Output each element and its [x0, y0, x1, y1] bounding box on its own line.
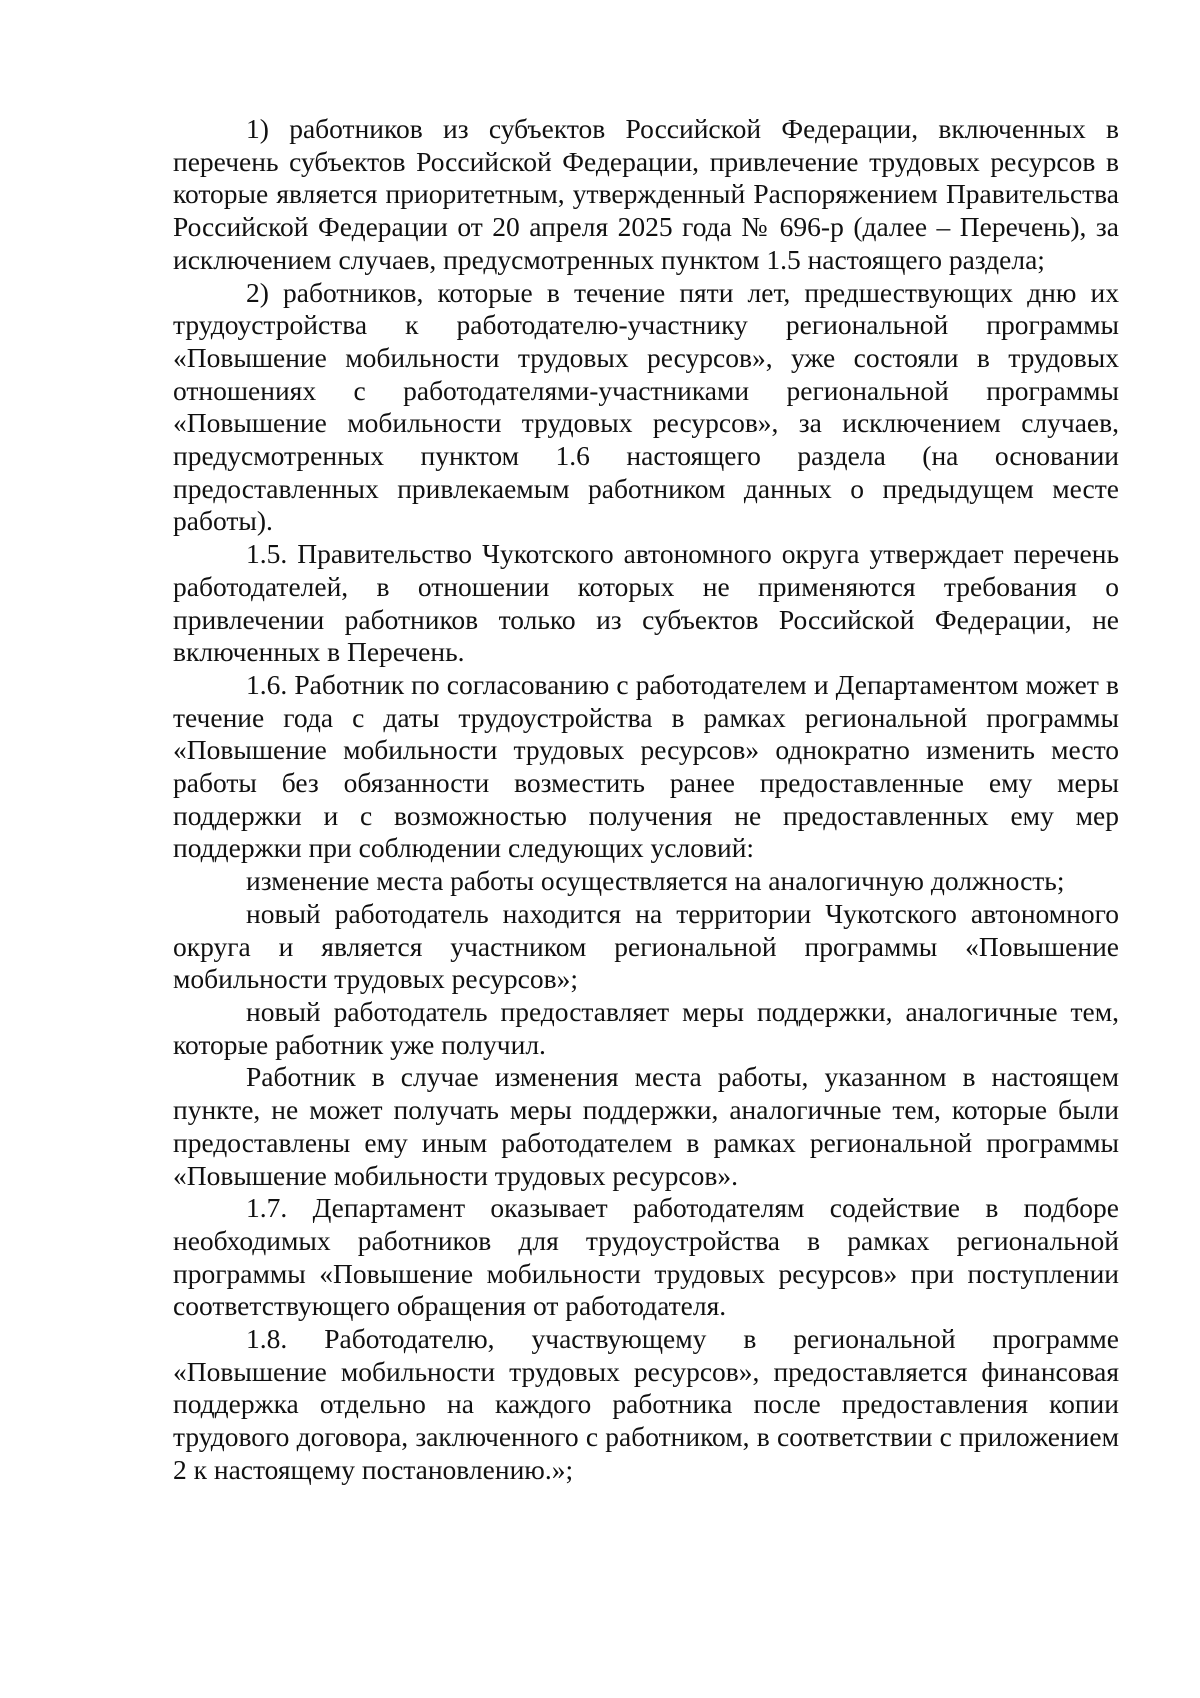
paragraph-1-8: 1.8. Работодателю, участвующему в региональной программе «Повышение мобильности трудовых ресурсов», предоставляется финансовая поддержка отдельно на каждого работника после предоставления копии трудового договора, заключенного с работником, в соответствии с приложением 2 к настоящему постановлению.»;	[173, 1323, 1119, 1485]
paragraph-1-5: 1.5. Правительство Чукотского автономного округа утверждает перечень работодателей, в отношении которых не применяются требования о привлечении работников только из субъектов Российской Федерации, не включенных в Перечень.	[173, 538, 1119, 668]
paragraph-item-2-previous-employment: 2) работников, которые в течение пяти лет, предшествующих дню их трудоустройства к работодателю-участнику региональной программы «Повышение мобильности трудовых ресурсов», уже состояли в трудовых отношениях с работодателями-участниками региональной программы «Повышение мобильности трудовых ресурсов», за исключением случаев, предусмотренных пунктом 1.6 настоящего раздела (на основании предоставленных привлекаемым работником данных о предыдущем месте работы).	[173, 276, 1119, 537]
paragraph-1-6: 1.6. Работник по согласованию с работодателем и Департаментом может в течение года с даты трудоустройства в рамках региональной программы «Повышение мобильности трудовых ресурсов» однократно изменить место работы без обязанности возместить ранее предоставленные ему меры поддержки и с возможностью получения не предоставленных ему мер поддержки при соблюдении следующих условий:	[173, 668, 1119, 864]
paragraph-condition-same-support: новый работодатель предоставляет меры поддержки, аналогичные тем, которые работник уже получил.	[173, 995, 1119, 1060]
paragraph-condition-similar-position: изменение места работы осуществляется на аналогичную должность;	[246, 865, 1065, 897]
paragraph-item-1-workers-from-regions: 1) работников из субъектов Российской Федерации, включенных в перечень субъектов Российской Федерации, привлечение трудовых ресурсов в которые является приоритетным, утвержденный Распоряжением Правительства Российской Федерации от 20 апреля 2025 года № 696-р (далее – Перечень), за исключением случаев, предусмотренных пунктом 1.5 настоящего раздела;	[173, 113, 1119, 275]
paragraph-1-7: 1.7. Департамент оказывает работодателям содействие в подборе необходимых работников для трудоустройства в рамках региональной программы «Повышение мобильности трудовых ресурсов» при поступлении соответствующего обращения от работодателя.	[173, 1192, 1119, 1322]
paragraph-condition-new-employer-location: новый работодатель находится на территории Чукотского автономного округа и является участником региональной программы «Повышение мобильности трудовых ресурсов»;	[173, 897, 1119, 995]
document-body	[173, 113, 1119, 1487]
paragraph-support-restriction: Работник в случае изменения места работы, указанном в настоящем пункте, не может получать меры поддержки, аналогичные тем, которые были предоставлены ему иным работодателем в рамках региональной программы «Повышение мобильности трудовых ресурсов».	[173, 1061, 1119, 1191]
